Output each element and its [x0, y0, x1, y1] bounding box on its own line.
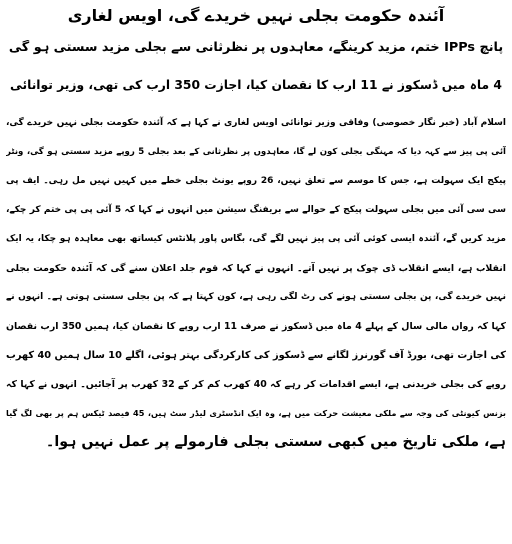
- article-line: روپے کی بجلی خریدنی ہے، ایسے اقدامات کر رہے کہ 40 کھرب کم کر کے 32 کھرب پر آجائیں۔ انہوں نے کہا کہ: [6, 379, 506, 391]
- article-line: کی اجازت تھی، بورڈ آف گورنرز لگانے سے ڈسکوز کی کارکردگی بہتر ہوئی، اگلے 10 سال ہمیں 40 کھرب: [6, 350, 506, 362]
- article-line: ہے، ملکی تاریخ میں کبھی سستی بجلی فارمولے پر عمل نہیں ہوا۔: [46, 434, 506, 451]
- article-line: سی سی آئی میں بجلی سہولت پیکج کے حوالے سے بریفنگ سیشن میں انہوں نے کہا کہ 5 آئی پی پی ختم کر چکے،: [6, 205, 506, 216]
- article-line: پیکج ایک سہولت ہے، جس کا موسم سے تعلق نہیں، 26 روپے یونٹ بجلی خطے میں کہیں نہیں مل رہی۔ ایف پی: [6, 176, 506, 187]
- headline-main: آئندہ حکومت بجلی نہیں خریدے گی، اویس لغاری: [67, 6, 445, 25]
- article-line: انقلاب ہے، ایسے انقلاب ڈی چوک پر نہیں آتے۔ انہوں نے کہا کہ قوم جلد اعلان سنے گی کہ آئندہ حکومت بجلی: [6, 263, 506, 275]
- article-line: اسلام آباد (خبر نگار خصوصی) وفاقی وزیر توانائی اویس لغاری نے کہا ہے کہ آئندہ حکومت بجلی نہیں خریدے گی،: [6, 118, 506, 129]
- article-line: کہا کہ رواں مالی سال کے پہلے 4 ماہ میں ڈسکوز نے صرف 11 ارب روپے کا نقصان کیا، ہمیں 350 ارب نقصان: [6, 321, 506, 333]
- article-line: نہیں خریدے گی، پن بجلی سستی ہونے کی رٹ لگی رہی ہے، کون کہتا ہے کہ پن بجلی سستی ہوتی ہے۔ انہوں نے: [6, 292, 506, 303]
- article-line: آئی پی پیز سے کہہ دیا کہ مہنگی بجلی کون لے گا، معاہدوں پر نظرثانی کے بعد بجلی 5 روپے مزید سستی ہو گی، ونٹر: [6, 147, 506, 158]
- article-line: بزنس کیونٹی کی وجہ سے ملکی معیشت حرکت میں ہے، وہ ایک انڈسٹری لیڈر سٹ ہیں، 45 فیصد ٹیکس ہم پر بھی لگ گیا: [6, 408, 506, 419]
- headline-sub-2: 4 ماہ میں ڈسکوز نے 11 ارب کا نقصان کیا، اجازت 350 ارب کی تھی، وزیر توانائی: [10, 77, 502, 92]
- headline-sub-1: پانچ IPPs ختم، مزید کرینگے، معاہدوں پر نظرثانی سے بجلی مزید سستی ہو گی: [8, 40, 504, 55]
- article-body: [6, 109, 506, 457]
- article-line: مزید کریں گے، آئندہ ایسی کوئی آئی پی پیز نہیں لگے گی، بگاس پاور پلانٹس کیساتھ بھی معاہدہ ہو چکا، یہ ایک: [6, 234, 506, 245]
